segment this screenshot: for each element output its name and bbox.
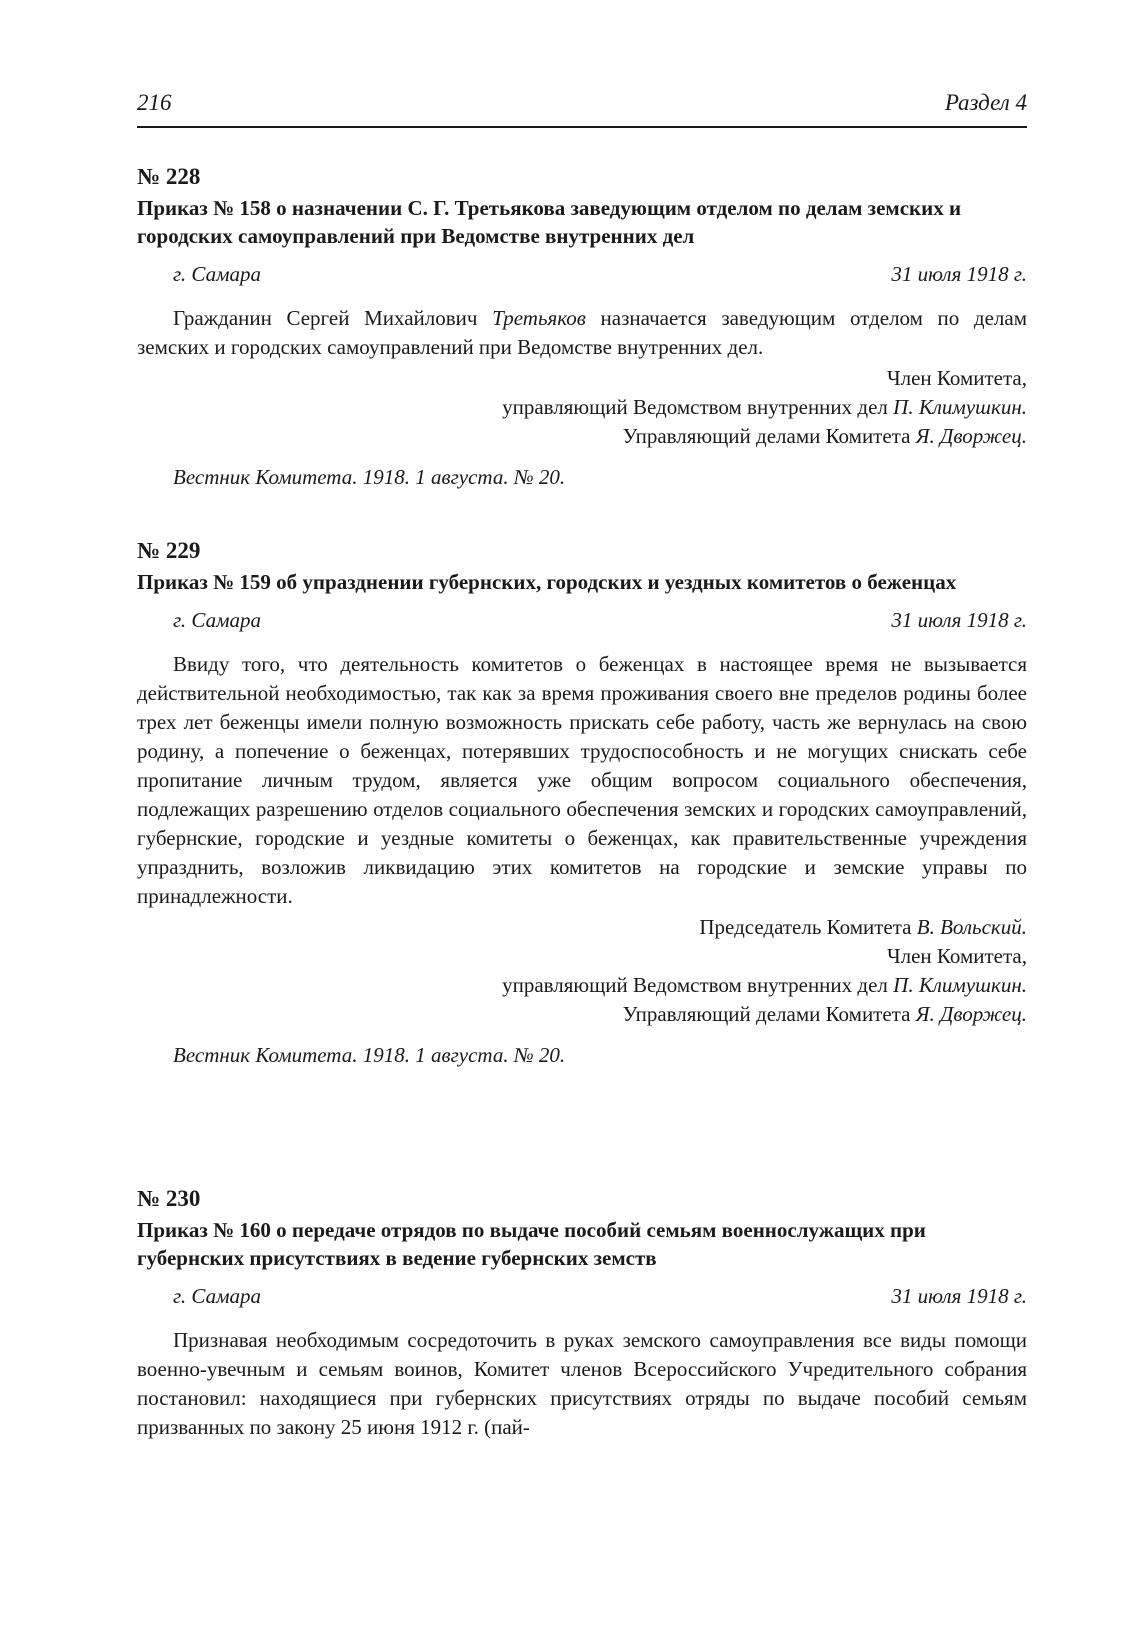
document-229 — [137, 536, 1027, 1070]
running-header — [137, 84, 1027, 128]
document-body: Признавая необходимым сосредоточить в руках земского самоуправления все виды помощи военно-увечным и семьям воинов, Комитет членов Всероссийского Учредительного собрания постановил: находящиеся при губернских присутствиях отряды по выдаче пособий семьям призванных по закону 25 июня 1912 г. (пай- — [137, 1328, 1027, 1439]
source-citation: Вестник Комитета. 1918. 1 августа. № 20. — [173, 465, 566, 489]
signature-line — [137, 913, 1027, 942]
date: 31 июля 1918 г. — [891, 262, 1027, 286]
place-date-line — [137, 608, 1027, 638]
place: г. Самара — [173, 608, 261, 632]
signature-line — [137, 1000, 1027, 1029]
signature-role: управляющий Ведомством внутренних дел — [502, 395, 894, 419]
signatory-name: В. Вольский. — [916, 915, 1027, 939]
signatory-name: Я. Дворжец. — [915, 1002, 1027, 1026]
signatory-name: Я. Дворжец. — [915, 424, 1027, 448]
signature-role: Управляющий делами Комитета — [622, 1002, 916, 1026]
document-body: Ввиду того, что деятельность комитетов о беженцах в настоящее время не вызывается действительной необходимостью, так как за время проживания своего вне пределов родины более трех лет беженцы имели полную возможность прискать себе работу, часть же вернулась на свою родину, а попечение о беженцах, потерявших трудоспособность и не могущих снискать себе пропитание личным трудом, является уже общим вопросом социального обеспечения, подлежащих разрешению отделов социального обеспечения земских и городских самоуправлений, губернские, городские и уездные комитеты о беженцах, как правительственные учреждения упразднить, возложив ликвидацию этих комитетов на городские и земские управы по принадлежности. — [137, 652, 1027, 908]
signatory-name: П. Климушкин. — [893, 395, 1027, 419]
document-number: № 229 — [137, 538, 201, 563]
signature-role: Председатель Комитета — [699, 915, 917, 939]
signature-role: Управляющий делами Комитета — [622, 424, 916, 448]
date: 31 июля 1918 г. — [891, 608, 1027, 632]
signature-line — [137, 971, 1027, 1000]
document-title: Приказ № 160 о передаче отрядов по выдаче пособий семьям военнослужащих при губернских присутствиях в ведение губернских земств — [137, 1218, 926, 1270]
signature-line: Член Комитета, — [886, 366, 1027, 390]
date: 31 июля 1918 г. — [891, 1284, 1027, 1308]
document-230 — [137, 1184, 1027, 1442]
place: г. Самара — [173, 262, 261, 286]
document-number: № 228 — [137, 164, 201, 189]
document-title: Приказ № 159 об упразднении губернских, городских и уездных комитетов о беженцах — [137, 570, 957, 594]
section-title: Раздел 4 — [944, 90, 1027, 115]
place: г. Самара — [173, 1284, 261, 1308]
page-number: 216 — [137, 90, 172, 115]
source-citation: Вестник Комитета. 1918. 1 августа. № 20. — [173, 1043, 566, 1067]
document-228 — [137, 162, 1027, 492]
signature-role: управляющий Ведомством внутренних дел — [502, 973, 894, 997]
signature-line — [137, 393, 1027, 422]
body-text-part: назначается заведующим отделом по делам земских и городских самоуправлений при Ведомстве внутренних дел. — [137, 306, 1027, 359]
signature-line — [137, 422, 1027, 451]
signature-line: Член Комитета, — [886, 944, 1027, 968]
document-number: № 230 — [137, 1186, 201, 1211]
document-body — [137, 304, 1027, 362]
signatory-name: П. Климушкин. — [893, 973, 1027, 997]
place-date-line — [137, 1284, 1027, 1314]
document-title: Приказ № 158 о назначении С. Г. Третьякова заведующим отделом по делам земских и городских самоуправлений при Ведомстве внутренних дел — [137, 196, 962, 248]
person-name: Третьяков — [492, 306, 586, 330]
place-date-line — [137, 262, 1027, 292]
page — [137, 84, 1027, 1439]
body-text-part: Гражданин Сергей Михайлович — [173, 306, 493, 330]
